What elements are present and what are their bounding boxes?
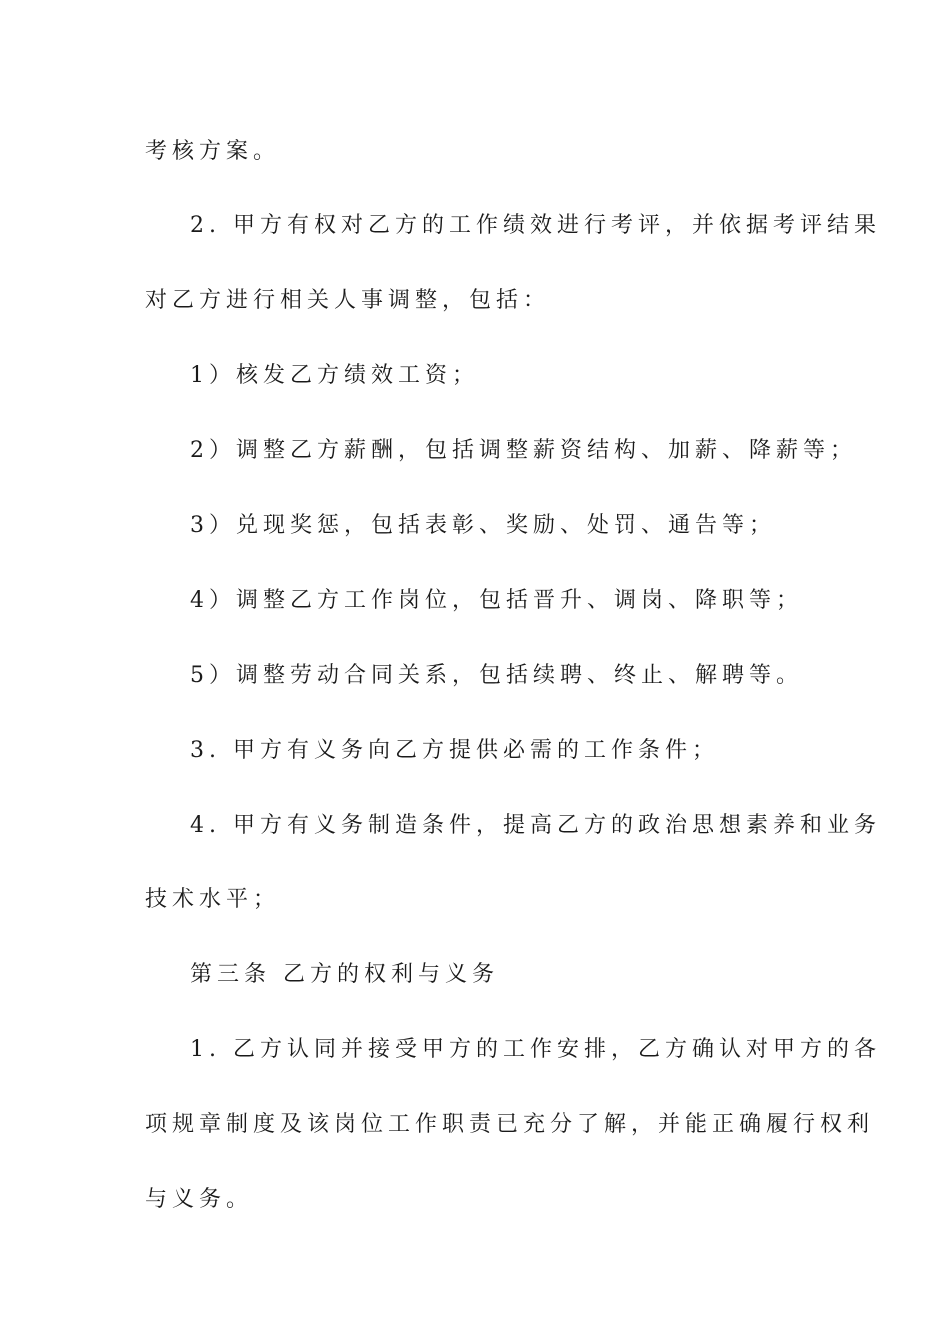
text-line-continuation: 考核方案。 [145, 139, 281, 164]
list-item-1: 1）核发乙方绩效工资； [190, 363, 479, 388]
list-item-3: 3）兑现奖惩，包括表彰、奖励、处罚、通告等； [190, 513, 776, 538]
clause-3: 3. 甲方有义务向乙方提供必需的工作条件； [190, 738, 719, 763]
article-3-clause-1-line-2: 项规章制度及该岗位工作职责已充分了解，并能正确履行权利 [145, 1112, 875, 1137]
clause-2-line-2: 对乙方进行相关人事调整，包括： [145, 288, 551, 313]
list-item-4: 4）调整乙方工作岗位，包括晋升、调岗、降职等； [190, 588, 803, 613]
article-3-clause-1-line-3: 与义务。 [145, 1187, 254, 1212]
clause-4-line-1: 4. 甲方有义务制造条件，提高乙方的政治思想素养和业务 [190, 813, 881, 838]
clause-2-line-1: 2. 甲方有权对乙方的工作绩效进行考评，并依据考评结果 [190, 213, 881, 238]
article-3-clause-1-line-1: 1. 乙方认同并接受甲方的工作安排，乙方确认对甲方的各 [190, 1037, 881, 1062]
list-item-5: 5）调整劳动合同关系，包括续聘、终止、解聘等。 [190, 663, 803, 688]
list-item-2: 2）调整乙方薪酬，包括调整薪资结构、加薪、降薪等； [190, 438, 857, 463]
clause-4-line-2: 技术水平； [145, 887, 281, 912]
article-3-heading: 第三条 乙方的权利与义务 [190, 962, 499, 987]
